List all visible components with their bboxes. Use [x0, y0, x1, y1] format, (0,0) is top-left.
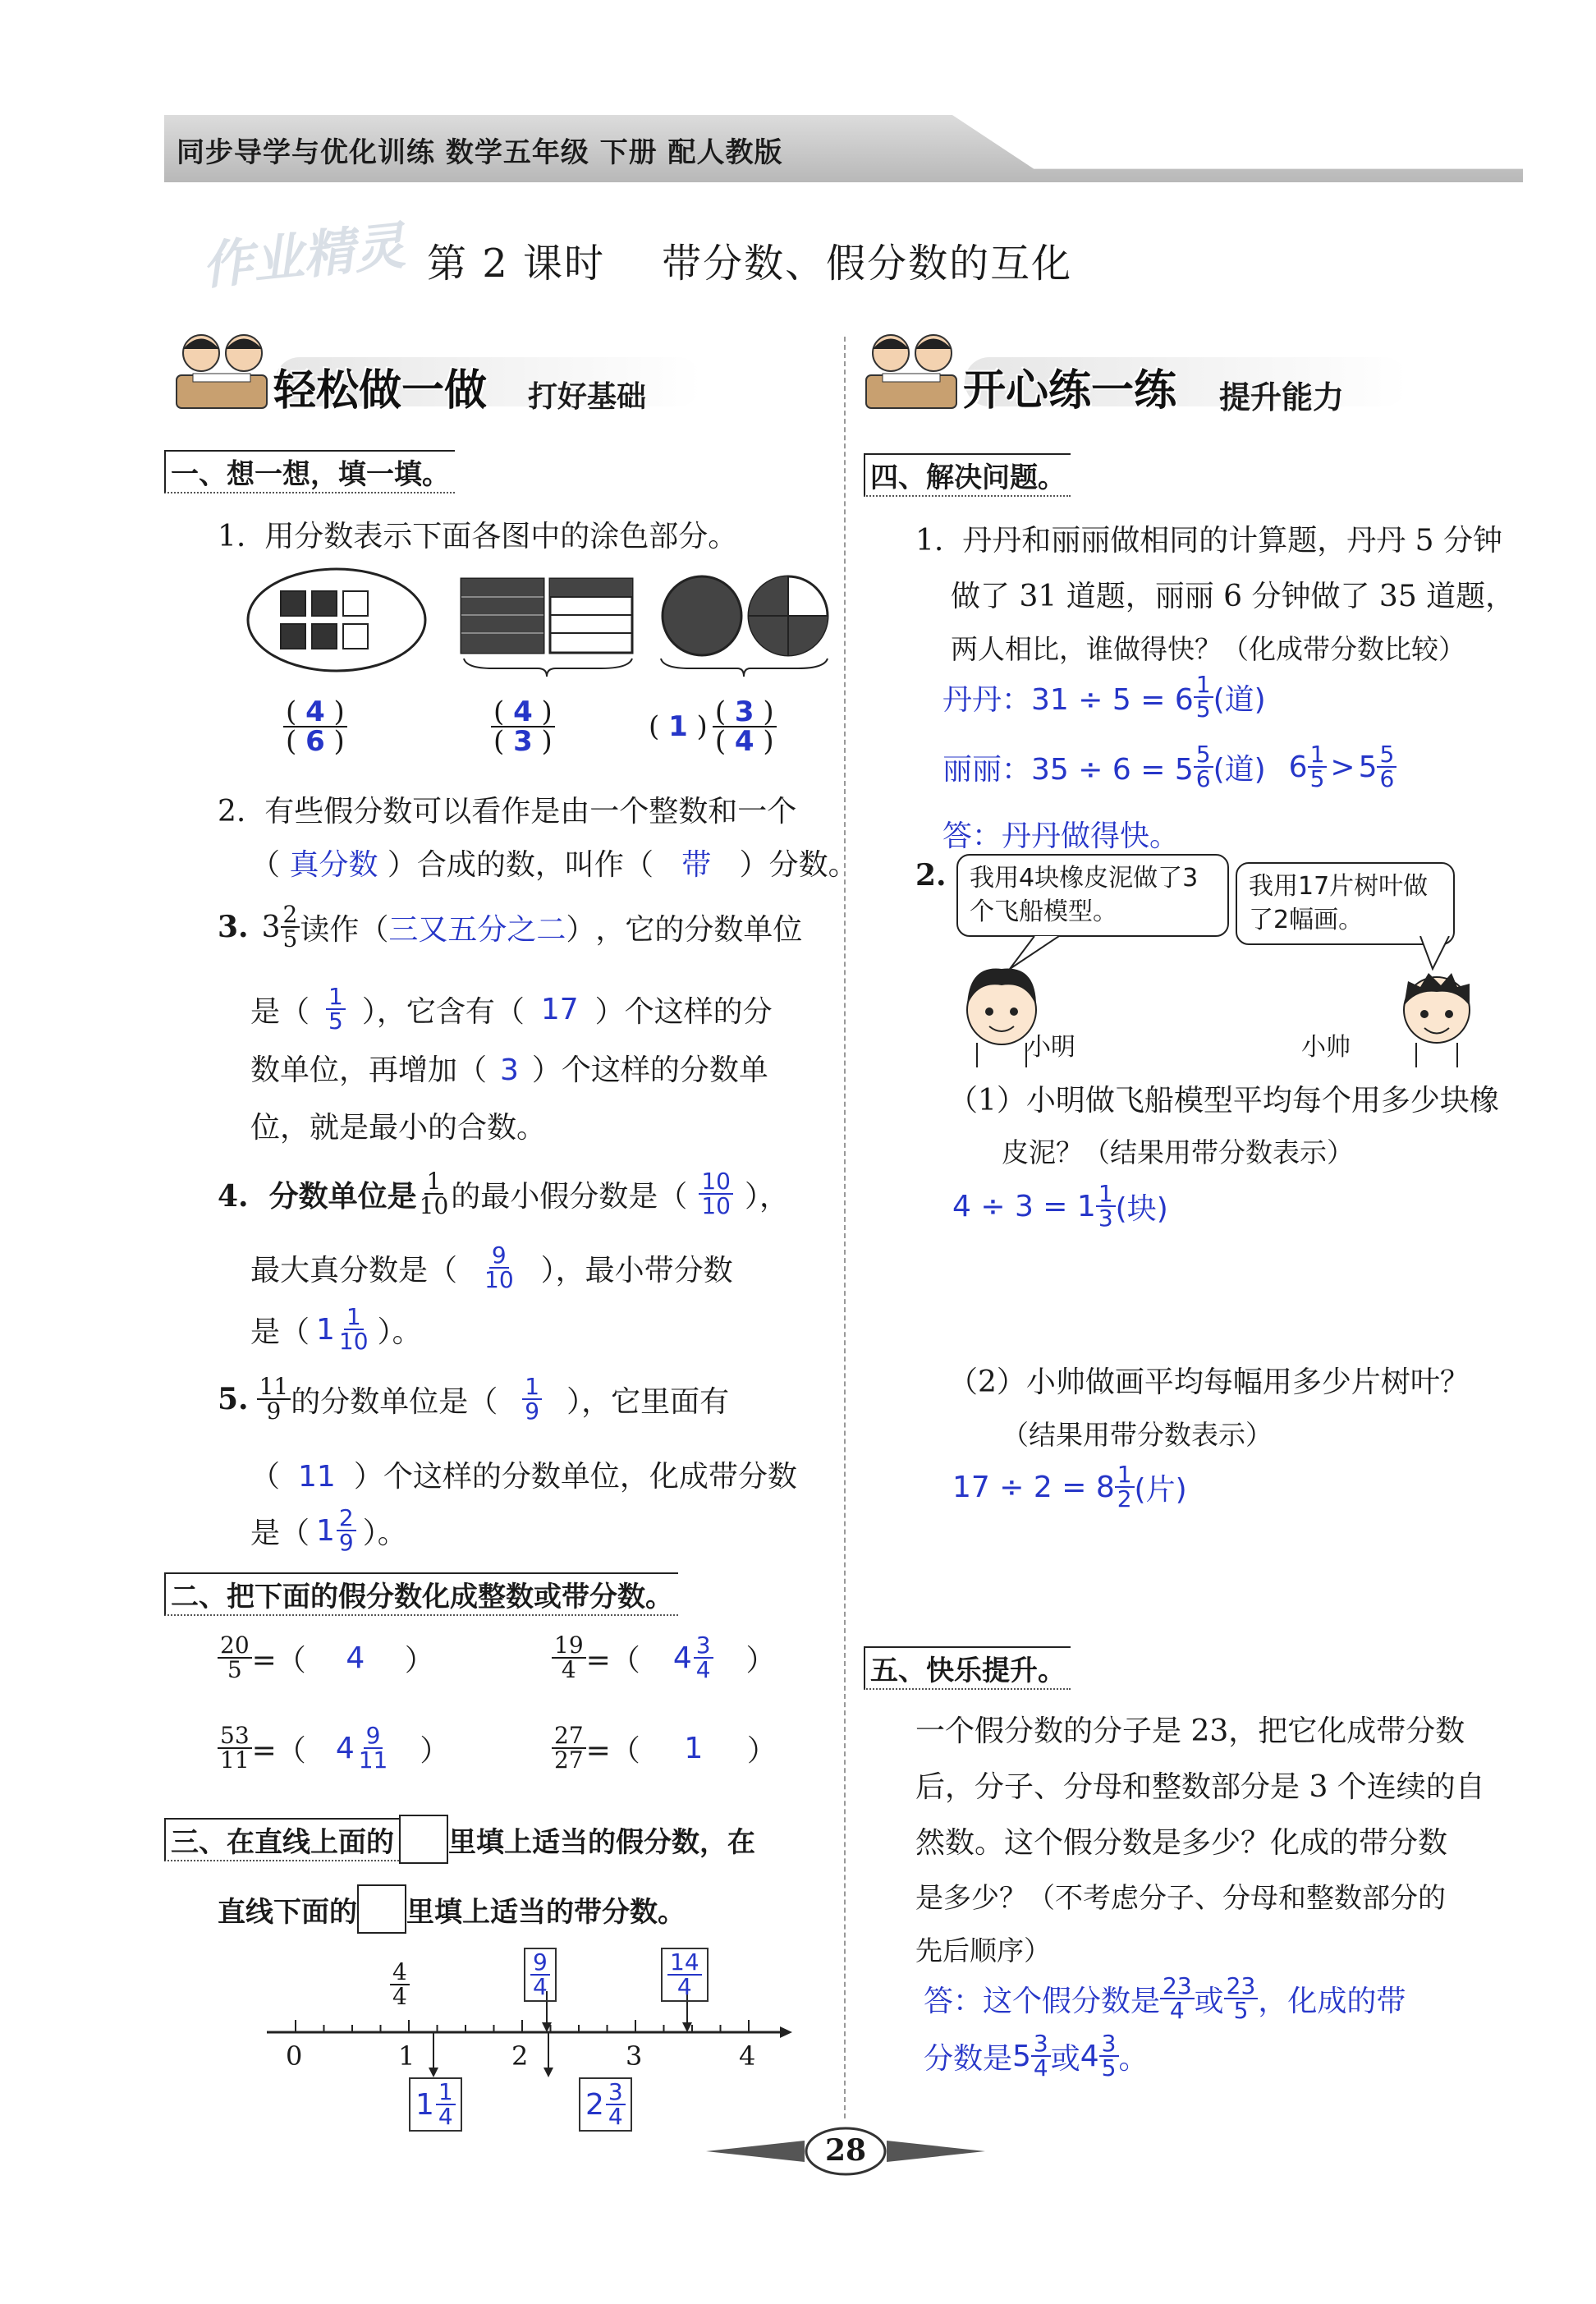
q3-line3: 数单位，再增加（ 3 ）个这样的分数单	[250, 1053, 768, 1087]
p1-line1: 1. 丹丹和丽丽做相同的计算题，丹丹 5 分钟	[915, 524, 1503, 558]
p5-line4: 是多少？（不考虑分子、分母和整数部分的	[915, 1882, 1446, 1915]
kids-reading-icon	[858, 324, 965, 415]
q5-line1: 5. $\frac{11}{9}$ 的分数单位是（ $\frac{1}{9}$ ），它里面有	[218, 1373, 730, 1425]
below-answer-1: 1 $\frac{1}{4}$	[409, 2077, 462, 2132]
figure-rectangles	[461, 579, 632, 677]
section-2-label: 二、把下面的假分数化成整数或带分数。	[164, 1572, 678, 1616]
p2-q1-line2: 皮泥？（结果用带分数表示）	[1002, 1136, 1354, 1168]
p2-answer-1: 4 ÷ 3 = 1 $\frac{1}{3}$ (块)	[952, 1180, 1168, 1232]
column-divider	[844, 337, 846, 2118]
tick-label-1: 1	[398, 2040, 415, 2072]
tick-label-0: 0	[286, 2040, 303, 2072]
section-3-line2: 直线下面的 里填上适当的带分数。	[218, 1884, 686, 1934]
p5-line3: 然数。这个假分数是多少？化成的带分数	[915, 1826, 1448, 1860]
above-answer-2: $\frac{14}{4}$	[661, 1948, 709, 2002]
p5-answer-line1: 答：这个假分数是 $\frac{23}{4}$ 或 $\frac{23}{5}$ ，化成的带	[924, 1972, 1406, 2024]
number-line	[263, 1946, 796, 2135]
q1-text: 1. 用分数表示下面各图中的涂色部分。	[218, 520, 738, 553]
xiaoshuai-icon	[1404, 973, 1470, 1067]
section-1-label: 一、想一想，填一填。	[164, 450, 455, 493]
kids-reading-icon	[168, 324, 275, 415]
p1-answer-1: 丹丹：31 ÷ 5 = 6 $\frac{1}{5}$ (道)	[942, 671, 1266, 723]
tick-label-3: 3	[626, 2040, 643, 2072]
watermark-logo: 作业精灵	[199, 215, 408, 296]
right-banner-main: 开心练一练	[963, 366, 1177, 415]
q4-line1: 4. 分数单位是 $\frac{1}{10}$ 的最小假分数是（ $\frac{10}{10}$ ），	[218, 1168, 789, 1219]
figure-ellipse	[248, 569, 425, 671]
q2-line2: （ 真分数 ）合成的数，叫作（ 带 ）分数。	[250, 848, 858, 882]
tick-label-4: 4	[739, 2040, 756, 2072]
conversion-4: $\frac{27}{27}$ =（ 1 ）	[552, 1724, 777, 1772]
given-fraction: $\frac{4}{4}$	[390, 1961, 410, 2008]
conversion-1: $\frac{20}{5}$ =（ 4 ）	[218, 1634, 434, 1682]
below-answer-2: 2 $\frac{3}{4}$	[579, 2077, 632, 2132]
q2-line1: 2. 有些假分数可以看作是由一个整数和一个	[218, 795, 797, 828]
speech-bubble-2: 我用17片树叶做了2幅画。	[1236, 862, 1455, 945]
name-xiaoshuai: 小帅	[1301, 1033, 1351, 1062]
p2-q2-line1: （2）小帅做画平均每幅用多少片树叶？	[948, 1365, 1470, 1399]
q5-line3: 是（ 1 $\frac{2}{9}$ ）。	[250, 1504, 407, 1556]
q4-line2: 最大真分数是（ $\frac{9}{10}$ ），最小带分数	[250, 1241, 733, 1293]
tick-label-2: 2	[511, 2040, 529, 2072]
q4-line3: 是（ 1 $\frac{1}{10}$ ）。	[250, 1303, 422, 1355]
figure-squares	[281, 591, 368, 649]
section-3-label: 三、在直线上面的 里填上适当的假分数，在	[164, 1815, 755, 1864]
p1-line2: 做了 31 道题，丽丽 6 分钟做了 35 道题，	[951, 580, 1516, 613]
q3-line1: 3. 3 $\frac{2}{5}$ 读作 （ 三又五分之二 ） ，它的分数单位	[218, 901, 803, 952]
right-banner-sub: 提升能力	[1219, 379, 1345, 415]
conversion-2: $\frac{19}{4}$ =（ 4 $\frac{3}{4}$ ）	[552, 1634, 776, 1682]
left-banner	[168, 324, 710, 415]
figure-circles	[661, 576, 828, 677]
q3-line4: 位，就是最小的合数。	[250, 1111, 547, 1145]
p2-answer-2: 17 ÷ 2 = 8 $\frac{1}{2}$ (片)	[952, 1461, 1187, 1512]
right-banner	[858, 324, 1416, 415]
p5-line2: 后，分子、分母和整数部分是 3 个连续的自	[915, 1770, 1485, 1804]
conversion-3: $\frac{53}{11}$ =（ 4 $\frac{9}{11}$ ）	[218, 1724, 449, 1772]
book-title: 同步导学与优化训练 数学五年级 下册 配人教版	[177, 136, 783, 169]
p5-line5: 先后顺序）	[915, 1935, 1051, 1967]
p1-line3: 两人相比，谁做得快？（化成带分数比较）	[951, 633, 1465, 665]
speech-bubble-1: 我用4块橡皮泥做了3个飞船模型。	[956, 854, 1229, 937]
q1-answer-3: ( 1 ) $\frac{( 3 )}{( 4 )}$	[649, 698, 777, 755]
above-answer-1: $\frac{9}{4}$	[524, 1948, 557, 2002]
section-4-label: 四、解决问题。	[864, 453, 1071, 497]
q1-figures	[246, 567, 837, 682]
q1-answer-2: $\frac{( 4 )}{( 3 )}$	[491, 698, 555, 755]
lesson-title: 第 2 课时 带分数、假分数的互化	[427, 241, 1073, 287]
p1-answer-2: 丽丽：35 ÷ 6 = 5 $\frac{5}{6}$ (道) 6 $\frac{1}{5}$ > 5 $\frac{5}{6}$	[942, 743, 1396, 791]
page-number: 28	[824, 2133, 867, 2168]
left-banner-main: 轻松做一做	[273, 366, 488, 415]
p5-line1: 一个假分数的分子是 23，把它化成带分数	[915, 1714, 1465, 1748]
p1-conclusion: 答：丹丹做得快。	[942, 819, 1180, 853]
q5-line2: （ 11 ）个这样的分数单位，化成带分数	[250, 1460, 797, 1494]
q3-line2: 是（ $\frac{1}{5}$ ），它含有（ 17 ）个这样的分	[250, 983, 773, 1035]
p2-q2-line2: （结果用带分数表示）	[1002, 1419, 1273, 1451]
p2-q1-line1: （1）小明做飞船模型平均每个用多少块橡	[948, 1084, 1499, 1118]
name-xiaoming: 小明	[1026, 1033, 1075, 1062]
p5-answer-line2: 分数是 5 $\frac{3}{4}$ 或 4 $\frac{3}{5}$ 。	[924, 2030, 1149, 2081]
p2-number: 2.	[915, 858, 947, 893]
q1-answer-1: $\frac{( 4 )}{( 6 )}$	[283, 698, 347, 755]
left-banner-sub: 打好基础	[528, 380, 647, 414]
section-5-label: 五、快乐提升。	[864, 1646, 1071, 1690]
